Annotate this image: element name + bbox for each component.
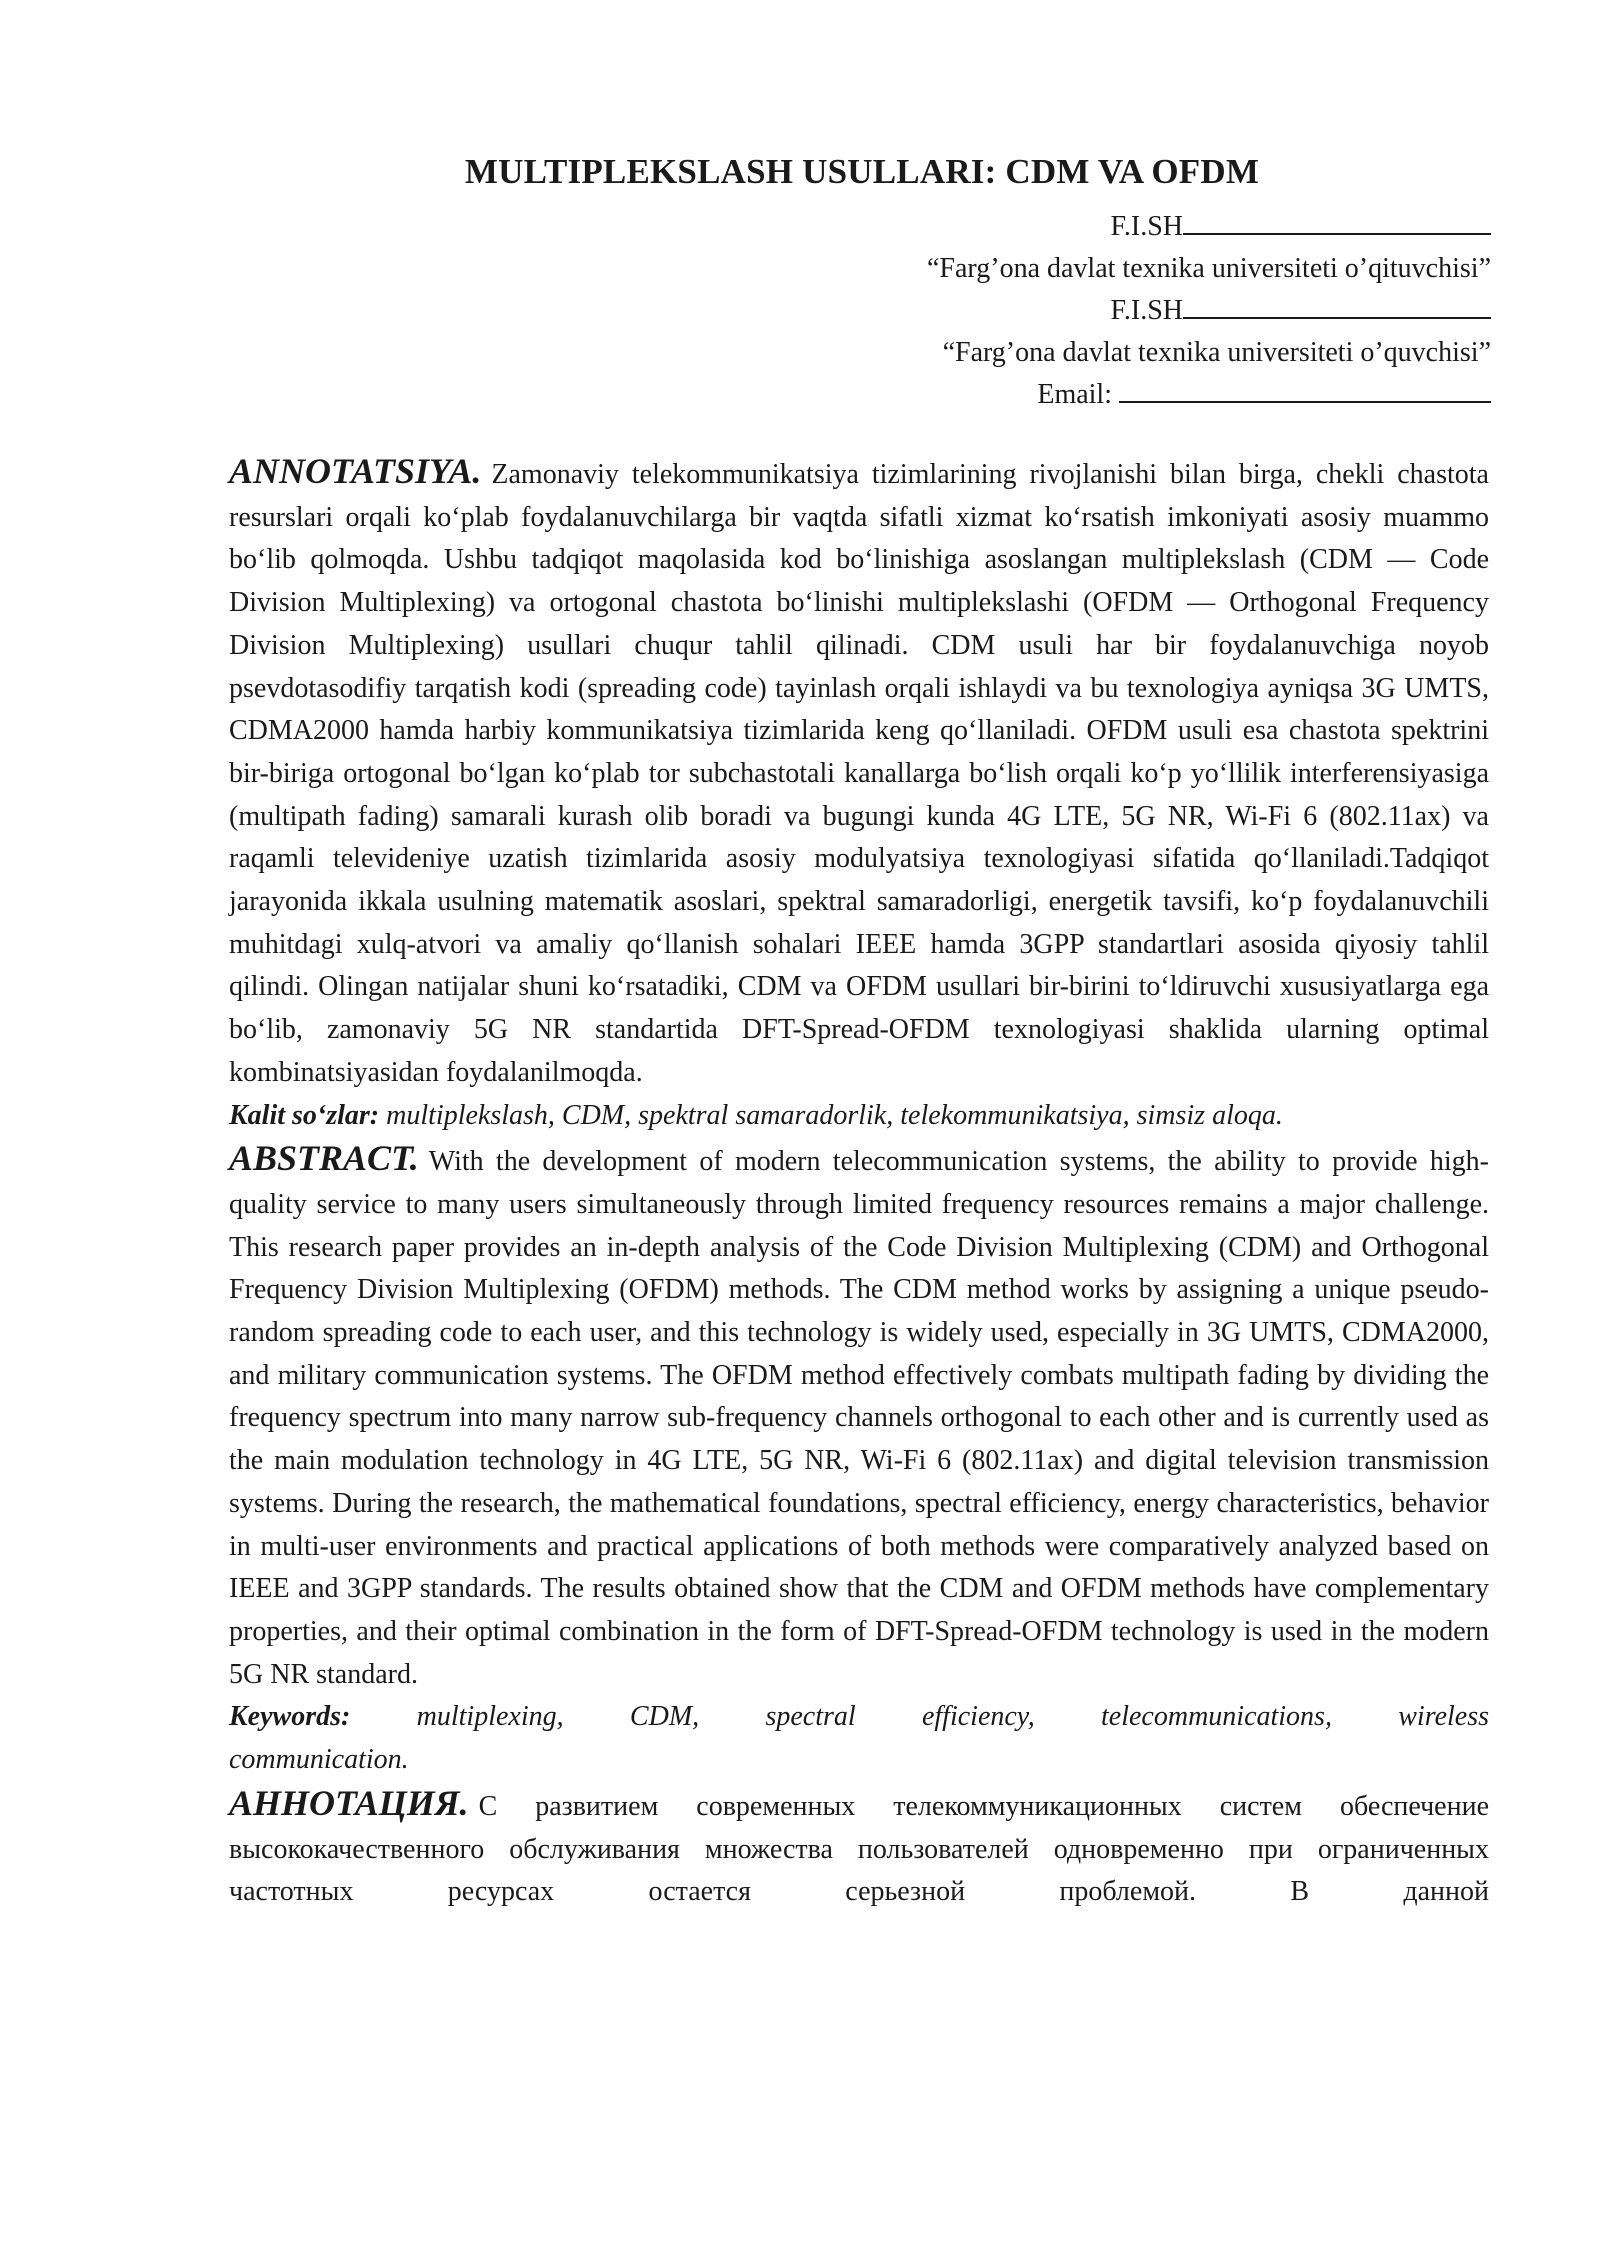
author-1-name-blank <box>1183 209 1491 235</box>
keywords-uz <box>229 1095 1489 1138</box>
keywords-uz-label: Kalit soʻzlar: <box>229 1099 380 1131</box>
abstract-en-text: With the development of modern telecommunication systems, the ability to provide high-quality service to many users simultaneously through limited frequency resources remains a major challenge. This research paper provides an in-depth analysis of the Code Division Multiplexing (CDM) and Orthogonal Frequency Division Multiplexing (OFDM) methods. The CDM method works by assigning a unique pseudo-random spreading code to each user, and this technology is widely used, especially in 3G UMTS, CDMA2000, and military communication systems. The OFDM method effectively combats multipath fading by dividing the frequency spectrum into many narrow sub-frequency channels orthogonal to each other and is currently used as the main modulation technology in 4G LTE, 5G NR, Wi-Fi 6 (802.11ax) and digital television transmission systems. During the research, the mathematical foundations, spectral efficiency, energy characteristics, behavior in multi-user environments and practical applications of both methods were comparatively analyzed based on IEEE and 3GPP standards. The results obtained show that the CDM and OFDM methods have complementary properties, and their optimal combination in the form of DFT-Spread-OFDM technology is used in the modern 5G NR standard. <box>229 1146 1489 1690</box>
author-block <box>591 206 1491 416</box>
annotation-uz <box>229 450 1489 1095</box>
annotation-uz-text: Zamonaviy telekommunikatsiya tizimlarining rivojlanishi bilan birga, chekli chastota resurslari orqali koʻplab foydalanuvchilarga bir vaqtda sifatli xizmat koʻrsatish imkoniyati asosiy muammo boʻlib qolmoqda. Ushbu tadqiqot maqolasida kod boʻlinishiga asoslangan multiplekslash (CDM — Code Division Multiplexing) va ortogonal chastota boʻlinishi multiplekslashi (OFDM — Orthogonal Frequency Division Multiplexing) usullari chuqur tahlil qilinadi. CDM usuli har bir foydalanuvchiga noyob psevdotasodifiy tarqatish kodi (spreading code) tayinlash orqali ishlaydi va bu texnologiya ayniqsa 3G UMTS, CDMA2000 hamda harbiy kommunikatsiya tizimlarida keng qoʻllaniladi. OFDM usuli esa chastota spektrini bir-biriga ortogonal boʻlgan koʻplab tor subchastotali kanallarga boʻlish orqali koʻp yoʻllilik interferensiyasiga (multipath fading) samarali kurash olib boradi va bugungi kunda 4G LTE, 5G NR, Wi-Fi 6 (802.11ax) va raqamli televideniye uzatish tizimlarida asosiy modulyatsiya texnologiyasi sifatida qoʻllaniladi.Tadqiqot jarayonida ikkala usulning matematik asoslari, spektral samaradorligi, energetik tavsifi, koʻp foydalanuvchili muhitdagi xulq-atvori va amaliy qoʻllanish sohalari IEEE hamda 3GPP standartlari asosida qiyosiy tahlil qilindi. Olingan natijalar shuni koʻrsatadiki, CDM va OFDM usullari bir-birini toʻldiruvchi xususiyatlarga ega boʻlib, zamonaviy 5G NR standartida DFT-Spread-OFDM texnologiyasi shaklida ularning optimal kombinatsiyasidan foydalanilmoqda. <box>229 459 1489 1088</box>
email-line <box>591 374 1491 416</box>
author-1-affiliation: “Farg’ona davlat texnika universiteti o’qituvchisi” <box>927 253 1491 284</box>
keywords-en-line-1 <box>229 1696 1489 1739</box>
paper-body <box>229 450 1489 1914</box>
keywords-en-label: Keywords: <box>229 1701 351 1733</box>
author-2-fish-label: F.I.SH <box>1110 295 1183 326</box>
annotation-ru <box>229 1782 1489 1914</box>
keywords-uz-text: multiplekslash, CDM, spektral samaradorlik, telekommunikatsiya, simsiz aloqa. <box>386 1099 1283 1131</box>
email-label: Email: <box>1037 379 1119 410</box>
keywords-en-line-2 <box>229 1739 1489 1782</box>
author-2-name-line <box>591 290 1491 332</box>
keywords-en-text-1: multiplexing, CDM, spectral efficiency, telecommunications, wireless <box>416 1701 1489 1733</box>
email-blank <box>1119 377 1491 403</box>
abstract-en-heading: ABSTRACT. <box>229 1138 419 1179</box>
annotation-uz-heading: ANNOTATSIYA. <box>229 451 482 491</box>
annotation-ru-text: С развитием современных телекоммуникационных систем обеспечение высококачественного обслуживания множества пользователей одновременно при ограниченных частотных ресурсах остается серьезной проблемой. В данной <box>229 1790 1489 1908</box>
author-2-affiliation: “Farg’ona davlat texnika universiteti o’quvchisi” <box>942 337 1491 368</box>
author-2-name-blank <box>1183 293 1491 319</box>
author-1-name-line <box>591 206 1491 248</box>
keywords-en-text-2: communication. <box>229 1744 409 1776</box>
annotation-ru-heading: АННОТАЦИЯ. <box>229 1782 469 1823</box>
abstract-en <box>229 1137 1489 1696</box>
author-1-fish-label: F.I.SH <box>1110 211 1183 242</box>
paper-title: MULTIPLEKSLASH USULLARI: CDM VA OFDM <box>464 152 1260 191</box>
